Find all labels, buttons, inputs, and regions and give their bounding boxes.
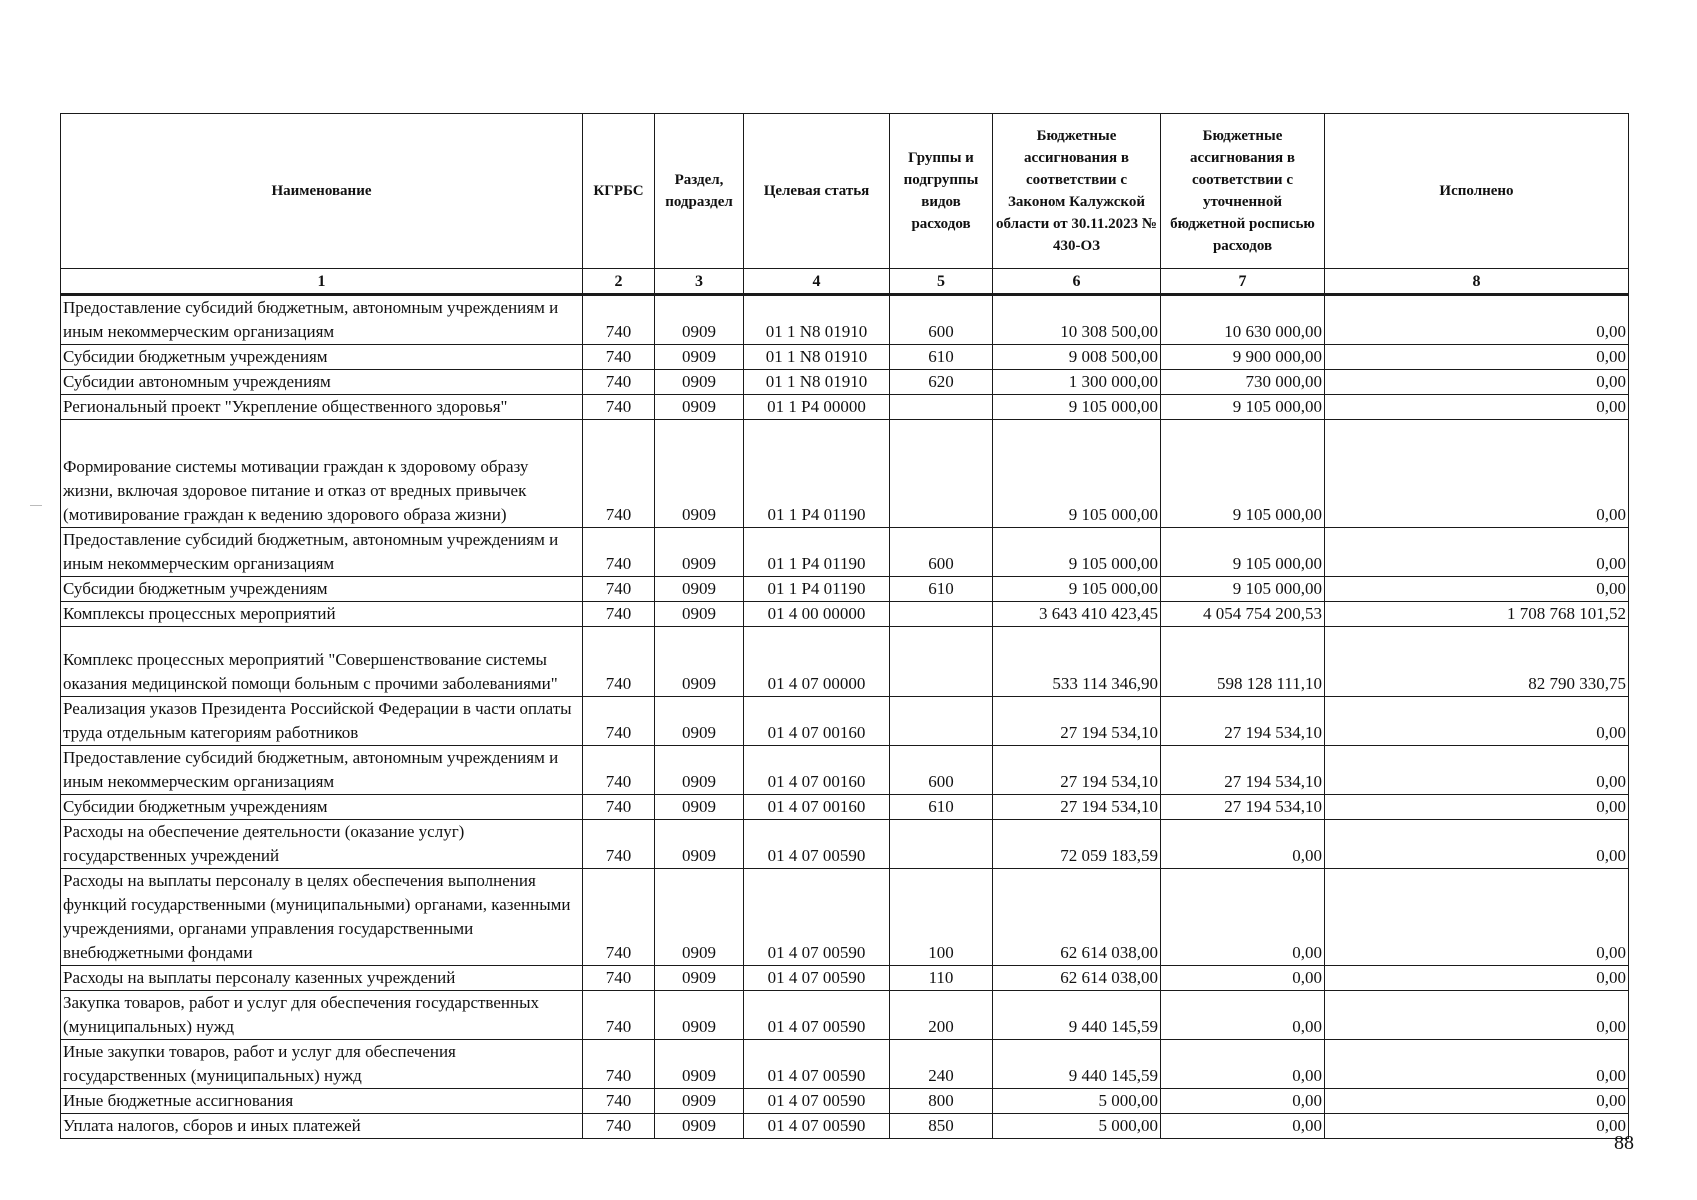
cell-name: Предоставление субсидий бюджетным, автономным учреждениям и иным некоммерческим организациям	[61, 295, 583, 345]
cell-target: 01 4 07 00000	[744, 627, 890, 697]
margin-mark	[30, 505, 42, 506]
cell-group	[890, 420, 993, 528]
page-number: 88	[1614, 1132, 1634, 1154]
cell-kgrbs: 740	[583, 295, 655, 345]
cell-section: 0909	[655, 869, 744, 966]
cell-revised: 0,00	[1161, 1040, 1325, 1089]
cell-law: 62 614 038,00	[993, 869, 1161, 966]
cell-name: Субсидии автономным учреждениям	[61, 370, 583, 395]
cell-target: 01 4 07 00590	[744, 1114, 890, 1139]
column-number: 7	[1161, 269, 1325, 295]
cell-law: 9 440 145,59	[993, 991, 1161, 1040]
cell-revised: 9 105 000,00	[1161, 577, 1325, 602]
cell-name: Предоставление субсидий бюджетным, автономным учреждениям и иным некоммерческим организациям	[61, 528, 583, 577]
cell-section: 0909	[655, 746, 744, 795]
cell-kgrbs: 740	[583, 577, 655, 602]
cell-section: 0909	[655, 966, 744, 991]
cell-group: 200	[890, 991, 993, 1040]
cell-kgrbs: 740	[583, 627, 655, 697]
cell-section: 0909	[655, 1114, 744, 1139]
table-row	[61, 1040, 1629, 1089]
cell-revised: 0,00	[1161, 966, 1325, 991]
cell-name: Расходы на выплаты персоналу в целях обеспечения выполнения функций государственными (муниципальными) органами, казенными учреждениями, органами управления государственными внебюджетными фондами	[61, 869, 583, 966]
cell-kgrbs: 740	[583, 420, 655, 528]
table-row	[61, 820, 1629, 869]
cell-target: 01 4 07 00590	[744, 991, 890, 1040]
cell-section: 0909	[655, 795, 744, 820]
column-number: 1	[61, 269, 583, 295]
cell-name: Комплексы процессных мероприятий	[61, 602, 583, 627]
cell-group: 620	[890, 370, 993, 395]
header-target: Целевая статья	[744, 114, 890, 269]
cell-target: 01 1 N8 01910	[744, 370, 890, 395]
header-row	[61, 114, 1629, 269]
cell-kgrbs: 740	[583, 528, 655, 577]
header-section: Раздел, подраздел	[655, 114, 744, 269]
cell-executed: 0,00	[1325, 395, 1629, 420]
cell-kgrbs: 740	[583, 1089, 655, 1114]
table-row	[61, 420, 1629, 528]
cell-revised: 27 194 534,10	[1161, 746, 1325, 795]
cell-law: 9 105 000,00	[993, 528, 1161, 577]
table-body	[61, 295, 1629, 1139]
cell-name: Реализация указов Президента Российской Федерации в части оплаты труда отдельным категориям работников	[61, 697, 583, 746]
cell-law: 9 105 000,00	[993, 395, 1161, 420]
cell-law: 5 000,00	[993, 1114, 1161, 1139]
header-law: Бюджетные ассигнования в соответствии с Законом Калужской области от 30.11.2023 № 430-ОЗ	[993, 114, 1161, 269]
cell-executed: 1 708 768 101,52	[1325, 602, 1629, 627]
table-row	[61, 370, 1629, 395]
cell-executed: 0,00	[1325, 577, 1629, 602]
budget-table	[60, 113, 1629, 1139]
cell-law: 27 194 534,10	[993, 746, 1161, 795]
header-kgrbs: КГРБС	[583, 114, 655, 269]
cell-target: 01 4 00 00000	[744, 602, 890, 627]
cell-revised: 9 105 000,00	[1161, 395, 1325, 420]
cell-section: 0909	[655, 420, 744, 528]
cell-revised: 0,00	[1161, 1114, 1325, 1139]
cell-executed: 0,00	[1325, 1114, 1629, 1139]
cell-executed: 0,00	[1325, 746, 1629, 795]
cell-group: 600	[890, 528, 993, 577]
cell-target: 01 1 P4 01190	[744, 420, 890, 528]
cell-name: Иные бюджетные ассигнования	[61, 1089, 583, 1114]
cell-executed: 0,00	[1325, 697, 1629, 746]
table-row	[61, 577, 1629, 602]
cell-target: 01 1 P4 01190	[744, 577, 890, 602]
cell-group: 610	[890, 795, 993, 820]
cell-section: 0909	[655, 577, 744, 602]
cell-executed: 0,00	[1325, 295, 1629, 345]
table-row	[61, 991, 1629, 1040]
cell-section: 0909	[655, 697, 744, 746]
cell-law: 62 614 038,00	[993, 966, 1161, 991]
table-row	[61, 1089, 1629, 1114]
cell-target: 01 4 07 00590	[744, 966, 890, 991]
cell-law: 10 308 500,00	[993, 295, 1161, 345]
cell-group: 600	[890, 746, 993, 795]
cell-section: 0909	[655, 602, 744, 627]
column-number: 2	[583, 269, 655, 295]
cell-group	[890, 820, 993, 869]
cell-target: 01 1 P4 01190	[744, 528, 890, 577]
column-number: 4	[744, 269, 890, 295]
cell-law: 9 440 145,59	[993, 1040, 1161, 1089]
column-number: 5	[890, 269, 993, 295]
cell-name: Расходы на обеспечение деятельности (оказание услуг) государственных учреждений	[61, 820, 583, 869]
cell-revised: 730 000,00	[1161, 370, 1325, 395]
cell-target: 01 4 07 00590	[744, 1089, 890, 1114]
cell-group: 610	[890, 577, 993, 602]
cell-group	[890, 627, 993, 697]
cell-kgrbs: 740	[583, 345, 655, 370]
cell-section: 0909	[655, 395, 744, 420]
cell-target: 01 1 N8 01910	[744, 345, 890, 370]
cell-law: 533 114 346,90	[993, 627, 1161, 697]
table-row	[61, 602, 1629, 627]
cell-law: 9 105 000,00	[993, 420, 1161, 528]
cell-target: 01 1 P4 00000	[744, 395, 890, 420]
cell-section: 0909	[655, 345, 744, 370]
cell-executed: 0,00	[1325, 420, 1629, 528]
cell-name: Формирование системы мотивации граждан к здоровому образу жизни, включая здоровое питание и отказ от вредных привычек (мотивирование граждан к ведению здорового образа жизни)	[61, 420, 583, 528]
cell-section: 0909	[655, 528, 744, 577]
cell-law: 9 008 500,00	[993, 345, 1161, 370]
cell-group: 610	[890, 345, 993, 370]
cell-revised: 9 900 000,00	[1161, 345, 1325, 370]
table-row	[61, 345, 1629, 370]
cell-revised: 0,00	[1161, 1089, 1325, 1114]
table-row	[61, 395, 1629, 420]
cell-revised: 10 630 000,00	[1161, 295, 1325, 345]
cell-law: 3 643 410 423,45	[993, 602, 1161, 627]
cell-law: 9 105 000,00	[993, 577, 1161, 602]
cell-kgrbs: 740	[583, 966, 655, 991]
column-number: 8	[1325, 269, 1629, 295]
cell-kgrbs: 740	[583, 795, 655, 820]
column-number-row	[61, 269, 1629, 295]
cell-executed: 0,00	[1325, 370, 1629, 395]
cell-target: 01 4 07 00160	[744, 795, 890, 820]
cell-group	[890, 395, 993, 420]
cell-executed: 0,00	[1325, 345, 1629, 370]
cell-revised: 9 105 000,00	[1161, 420, 1325, 528]
cell-target: 01 4 07 00590	[744, 1040, 890, 1089]
cell-group	[890, 697, 993, 746]
table-row	[61, 697, 1629, 746]
cell-group: 850	[890, 1114, 993, 1139]
header-name: Наименование	[61, 114, 583, 269]
header-groups: Группы и подгруппы видов расходов	[890, 114, 993, 269]
cell-law: 27 194 534,10	[993, 697, 1161, 746]
cell-revised: 27 194 534,10	[1161, 795, 1325, 820]
cell-target: 01 1 N8 01910	[744, 295, 890, 345]
table-row	[61, 966, 1629, 991]
cell-section: 0909	[655, 991, 744, 1040]
cell-revised: 27 194 534,10	[1161, 697, 1325, 746]
cell-executed: 0,00	[1325, 820, 1629, 869]
cell-group	[890, 602, 993, 627]
cell-kgrbs: 740	[583, 1040, 655, 1089]
cell-name: Субсидии бюджетным учреждениям	[61, 577, 583, 602]
cell-kgrbs: 740	[583, 1114, 655, 1139]
column-number: 3	[655, 269, 744, 295]
cell-name: Субсидии бюджетным учреждениям	[61, 345, 583, 370]
cell-name: Иные закупки товаров, работ и услуг для обеспечения государственных (муниципальных) нужд	[61, 1040, 583, 1089]
cell-revised: 598 128 111,10	[1161, 627, 1325, 697]
cell-kgrbs: 740	[583, 602, 655, 627]
cell-name: Региональный проект "Укрепление общественного здоровья"	[61, 395, 583, 420]
cell-name: Закупка товаров, работ и услуг для обеспечения государственных (муниципальных) нужд	[61, 991, 583, 1040]
header-executed: Исполнено	[1325, 114, 1629, 269]
cell-revised: 0,00	[1161, 820, 1325, 869]
cell-kgrbs: 740	[583, 746, 655, 795]
cell-kgrbs: 740	[583, 991, 655, 1040]
cell-name: Комплекс процессных мероприятий "Совершенствование системы оказания медицинской помощи больным с прочими заболеваниями"	[61, 627, 583, 697]
cell-name: Субсидии бюджетным учреждениям	[61, 795, 583, 820]
table-row	[61, 795, 1629, 820]
table-row	[61, 627, 1629, 697]
cell-law: 27 194 534,10	[993, 795, 1161, 820]
cell-group: 110	[890, 966, 993, 991]
cell-law: 72 059 183,59	[993, 820, 1161, 869]
cell-target: 01 4 07 00590	[744, 869, 890, 966]
cell-kgrbs: 740	[583, 395, 655, 420]
cell-section: 0909	[655, 1089, 744, 1114]
cell-target: 01 4 07 00590	[744, 820, 890, 869]
cell-law: 5 000,00	[993, 1089, 1161, 1114]
column-number: 6	[993, 269, 1161, 295]
cell-section: 0909	[655, 1040, 744, 1089]
cell-executed: 0,00	[1325, 991, 1629, 1040]
cell-revised: 0,00	[1161, 869, 1325, 966]
header-revised: Бюджетные ассигнования в соответствии с уточненной бюджетной росписью расходов	[1161, 114, 1325, 269]
cell-executed: 0,00	[1325, 1040, 1629, 1089]
cell-section: 0909	[655, 295, 744, 345]
cell-section: 0909	[655, 820, 744, 869]
cell-kgrbs: 740	[583, 697, 655, 746]
cell-group: 800	[890, 1089, 993, 1114]
cell-kgrbs: 740	[583, 869, 655, 966]
cell-group: 240	[890, 1040, 993, 1089]
cell-executed: 0,00	[1325, 966, 1629, 991]
table-row	[61, 869, 1629, 966]
table-row	[61, 295, 1629, 345]
budget-table-container	[60, 113, 1628, 1139]
cell-executed: 0,00	[1325, 869, 1629, 966]
cell-law: 1 300 000,00	[993, 370, 1161, 395]
table-row	[61, 528, 1629, 577]
table-row	[61, 746, 1629, 795]
cell-target: 01 4 07 00160	[744, 746, 890, 795]
cell-kgrbs: 740	[583, 820, 655, 869]
cell-executed: 0,00	[1325, 795, 1629, 820]
cell-target: 01 4 07 00160	[744, 697, 890, 746]
table-row	[61, 1114, 1629, 1139]
cell-executed: 0,00	[1325, 1089, 1629, 1114]
cell-kgrbs: 740	[583, 370, 655, 395]
cell-group: 600	[890, 295, 993, 345]
cell-group: 100	[890, 869, 993, 966]
cell-name: Уплата налогов, сборов и иных платежей	[61, 1114, 583, 1139]
cell-name: Расходы на выплаты персоналу казенных учреждений	[61, 966, 583, 991]
cell-revised: 4 054 754 200,53	[1161, 602, 1325, 627]
cell-executed: 82 790 330,75	[1325, 627, 1629, 697]
cell-name: Предоставление субсидий бюджетным, автономным учреждениям и иным некоммерческим организациям	[61, 746, 583, 795]
cell-section: 0909	[655, 627, 744, 697]
cell-revised: 0,00	[1161, 991, 1325, 1040]
cell-revised: 9 105 000,00	[1161, 528, 1325, 577]
cell-section: 0909	[655, 370, 744, 395]
cell-executed: 0,00	[1325, 528, 1629, 577]
